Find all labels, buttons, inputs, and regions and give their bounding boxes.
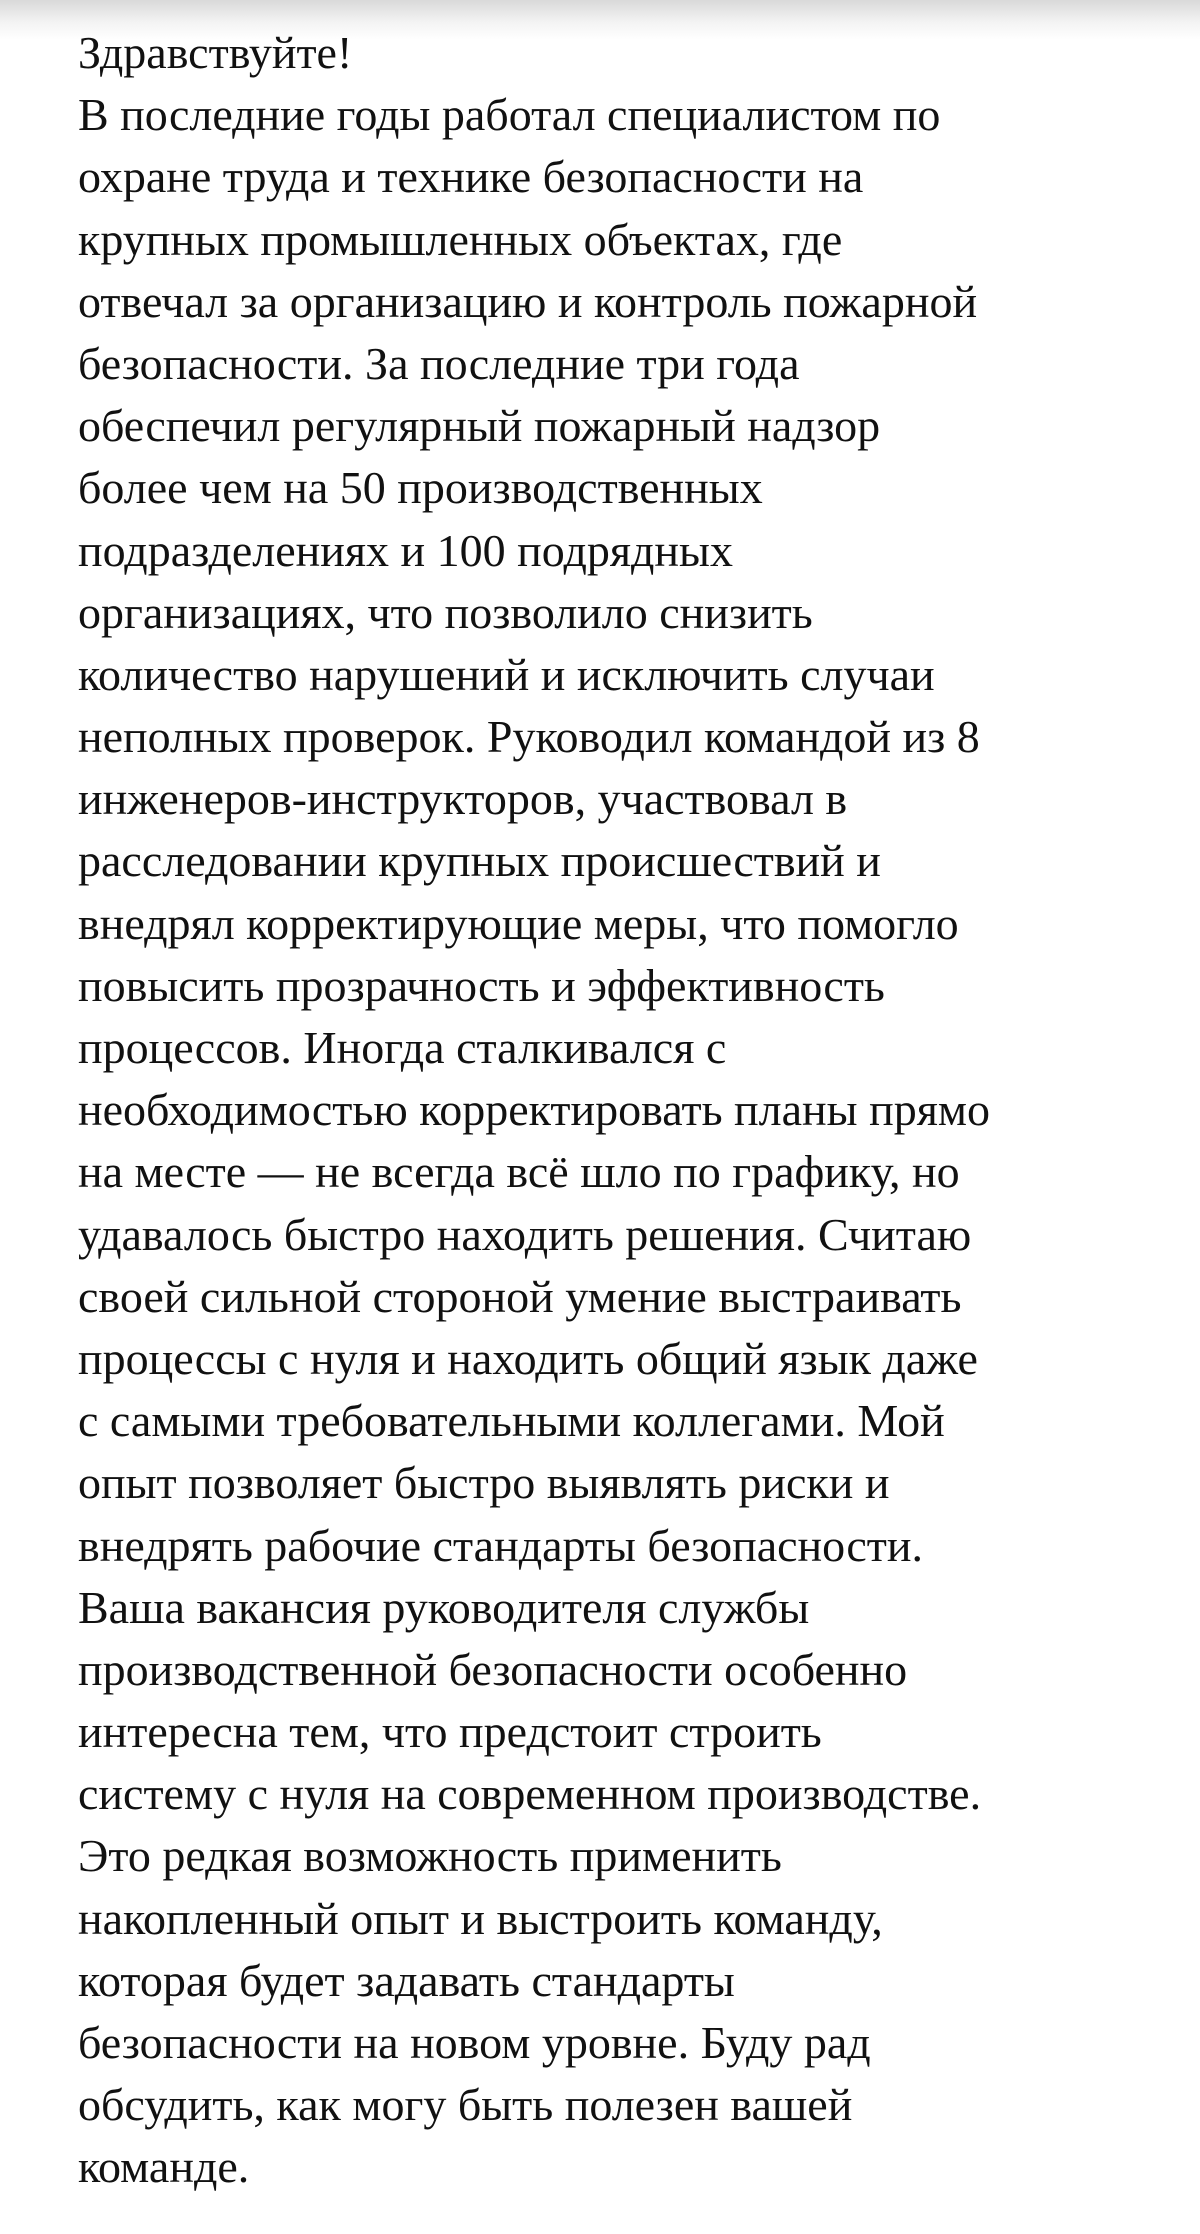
- letter-line: накопленный опыт и выстроить команду,: [78, 1892, 883, 1944]
- letter-line: систему с нуля на современном производстве.: [78, 1768, 982, 1820]
- letter-line: своей сильной стороной умение выстраивать: [78, 1270, 962, 1322]
- cover-letter-text: [78, 22, 1168, 2199]
- letter-line: удавалось быстро находить решения. Считаю: [78, 1208, 972, 1260]
- letter-line: Это редкая возможность применить: [78, 1830, 782, 1882]
- letter-line: Ваша вакансия руководителя службы: [78, 1581, 810, 1633]
- letter-line: более чем на 50 производственных: [78, 462, 763, 514]
- letter-line: расследовании крупных происшествий и: [78, 835, 881, 887]
- letter-line: необходимостью корректировать планы прямо: [78, 1084, 990, 1136]
- letter-line: внедрять рабочие стандарты безопасности.: [78, 1519, 923, 1571]
- letter-line: В последние годы работал специалистом по: [78, 89, 941, 141]
- letter-closing-line: команде.: [78, 2141, 250, 2193]
- letter-line: повысить прозрачность и эффективность: [78, 959, 885, 1011]
- letter-line: безопасности на новом уровне. Буду рад: [78, 2017, 871, 2068]
- letter-line: которая будет задавать стандарты: [78, 1954, 735, 2006]
- letter-line: на месте — не всегда всё шло по графику, но: [78, 1146, 960, 1198]
- letter-line: неполных проверок. Руководил командой из 8: [78, 711, 980, 763]
- letter-line: безопасности. За последние три года: [78, 337, 800, 389]
- letter-line: охране труда и технике безопасности на: [78, 151, 864, 203]
- letter-line: интересна тем, что предстоит строить: [78, 1706, 822, 1758]
- letter-line: количество нарушений и исключить случаи: [78, 648, 935, 700]
- letter-greeting: Здравствуйте!: [78, 27, 353, 78]
- letter-line: инженеров-инструкторов, участвовал в: [78, 773, 848, 825]
- letter-line: организациях, что позволило снизить: [78, 586, 813, 638]
- letter-line: подразделениях и 100 подрядных: [78, 524, 733, 576]
- letter-line: отвечал за организацию и контроль пожарной: [78, 275, 978, 327]
- letter-line: опыт позволяет быстро выявлять риски и: [78, 1457, 890, 1509]
- letter-line: внедрял корректирующие меры, что помогло: [78, 897, 959, 949]
- letter-line: с самыми требовательными коллегами. Мой: [78, 1395, 945, 1447]
- letter-line: крупных промышленных объектах, где: [78, 213, 843, 265]
- letter-line: обеспечил регулярный пожарный надзор: [78, 400, 881, 452]
- letter-line: производственной безопасности особенно: [78, 1643, 908, 1695]
- letter-line: процессы с нуля и находить общий язык даже: [78, 1332, 978, 1384]
- letter-line: обсудить, как могу быть полезен вашей: [78, 2079, 853, 2131]
- letter-line: процессов. Иногда сталкивался с: [78, 1022, 727, 1073]
